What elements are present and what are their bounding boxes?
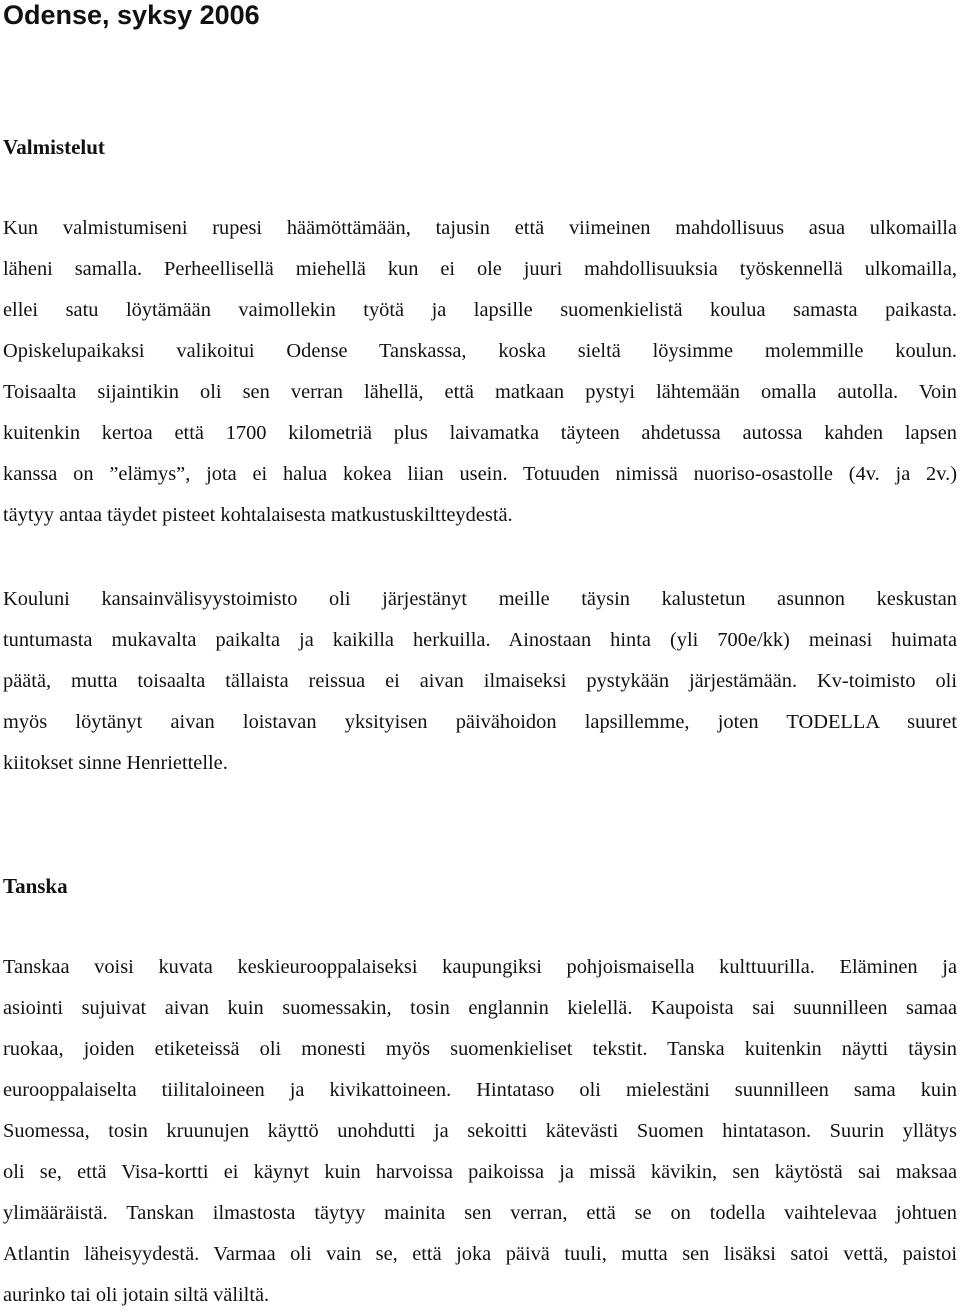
text-line: aurinko tai oli jotain siltä väliltä. (3, 1284, 270, 1306)
text-line: Toisaalta sijaintikin oli sen verran lähellä, että matkaan pystyi lähtemään omalla autolla. Voin (3, 381, 957, 403)
text-line: ellei satu löytämään vaimollekin työtä ja lapsille suomenkielistä koulua samasta paikasta. (3, 299, 957, 321)
paragraph-valmistelut-1 (3, 208, 957, 536)
text-line: Kouluni kansainvälisyystoimisto oli järjestänyt meille täysin kalustetun asunnon keskustan (3, 588, 957, 610)
text-line: Suomessa, tosin kruunujen käyttö unohdutti ja sekoitti kätevästi Suomen hintatason. Suurin yllätys (3, 1120, 957, 1142)
text-line: läheni samalla. Perheellisellä miehellä kun ei ole juuri mahdollisuuksia työskennellä ulkomailla, (3, 258, 957, 280)
text-line: Opiskelupaikaksi valikoitui Odense Tanskassa, koska sieltä löysimme molemmille koulun. (3, 340, 957, 362)
text-line: asiointi sujuivat aivan kuin suomessakin, tosin englannin kielellä. Kaupoista sai suunnilleen samaa (3, 997, 957, 1019)
paragraph-tanska-1 (3, 947, 957, 1316)
text-line: täytyy antaa täydet pisteet kohtalaisesta matkustuskiltteydestä. (3, 504, 513, 526)
text-line: kanssa on ”elämys”, jota ei halua kokea liian usein. Totuuden nimissä nuoriso-osastolle (4v. ja 2v.) (3, 463, 957, 485)
text-line: ruokaa, joiden etiketeissä oli monesti myös suomenkieliset tekstit. Tanska kuitenkin näytti täysin (3, 1038, 957, 1060)
text-line: eurooppalaiselta tiilitaloineen ja kivikattoineen. Hintataso oli mielestäni suunnilleen sama kuin (3, 1079, 957, 1101)
text-line: oli se, että Visa-kortti ei käynyt kuin harvoissa paikoissa ja missä kävikin, sen käytöstä sai maksaa (3, 1161, 957, 1183)
text-line: tuntumasta mukavalta paikalta ja kaikilla herkuilla. Ainostaan hinta (yli 700e/kk) meinasi huimata (3, 629, 957, 651)
document-title: Odense, syksy 2006 (3, 0, 260, 30)
text-line: kiitokset sinne Henriettelle. (3, 752, 228, 774)
text-line: Atlantin läheisyydestä. Varmaa oli vain se, että joka päivä tuuli, mutta sen lisäksi satoi vettä, paistoi (3, 1243, 957, 1265)
section-heading-valmistelut: Valmistelut (3, 135, 105, 159)
text-line: kuitenkin kertoa että 1700 kilometriä plus laivamatka täyteen ahdetussa autossa kahden lapsen (3, 422, 957, 444)
text-line: ylimääräistä. Tanskan ilmastosta täytyy mainita sen verran, että se on todella vaihtelevaa johtuen (3, 1202, 957, 1224)
text-line: myös löytänyt aivan loistavan yksityisen päivähoidon lapsillemme, joten TODELLA suuret (3, 711, 957, 733)
text-line: Kun valmistumiseni rupesi häämöttämään, tajusin että viimeinen mahdollisuus asua ulkomailla (3, 217, 957, 239)
paragraph-valmistelut-2 (3, 579, 957, 784)
text-line: päätä, mutta toisaalta tällaista reissua ei aivan ilmaiseksi pystykään järjestämään. Kv-toimisto oli (3, 670, 957, 692)
section-heading-tanska: Tanska (3, 874, 68, 898)
text-line: Tanskaa voisi kuvata keskieurooppalaiseksi kaupungiksi pohjoismaisella kulttuurilla. Eläminen ja (3, 956, 957, 978)
